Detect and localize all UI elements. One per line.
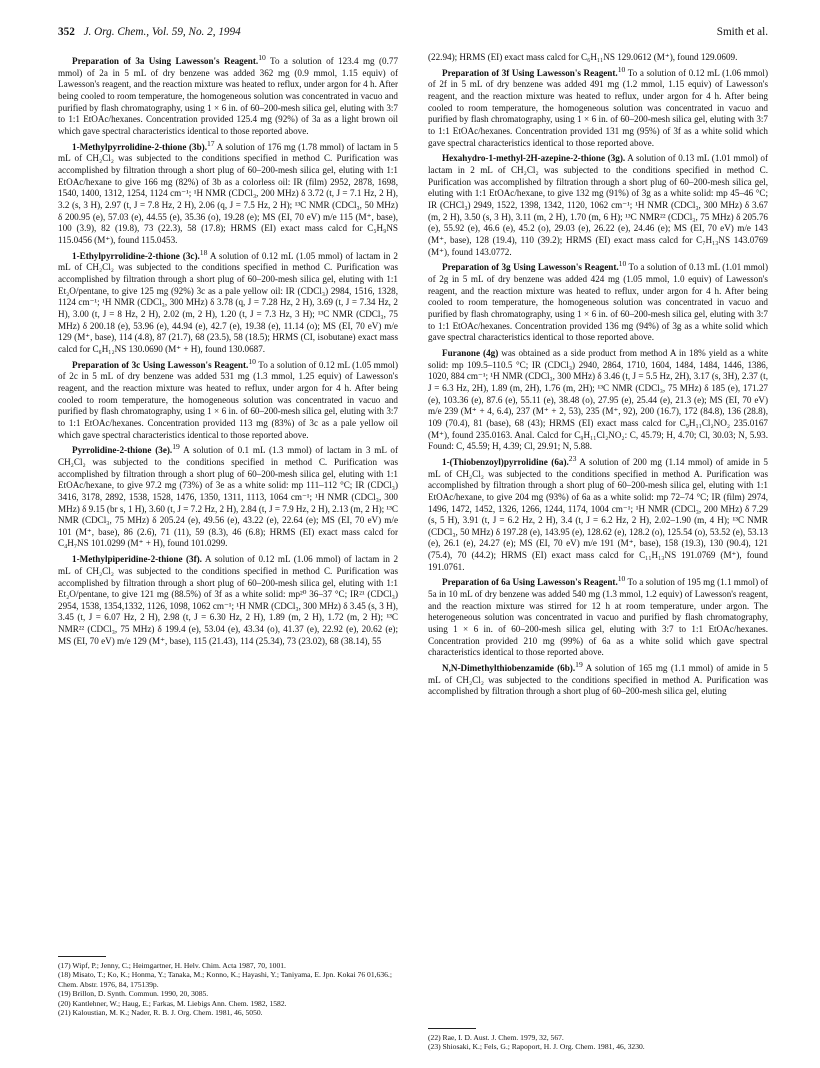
paragraph-text: A solution of 200 mg (1.14 mmol) of amide in 5 mL of CH₂Cl₂ was subjected to the conditions specified in method A. Purification was accomplished by filtration through a short plug of 60–200-mesh silica gel, eluting with 1:1 EtOAc/hexane, to give 204 mg (93%) of 6a as a white solid: mp 72–74 °C; IR (film) 2974, 1496, 1472, 1452, 1326, 1266, 1244, 1174, 1004 cm⁻¹; ¹H NMR (CDCl₃, 200 MHz) δ 7.29 (s, 5 H), 3.91 (t, J = 6.2 Hz, 2 H), 3.4 (t, J = 6.2 Hz, 2 H), 2.02–1.90 (m, 4 H); ¹³C NMR (CDCl₃, 50 MHz) δ 197.28 (e), 143.95 (e), 128.62 (e), 128.2 (o), 125.54 (o), 53.52 (e), 53.13 (e), 26.1 (e), 24.27 (e); MS (EI, 70 eV) m/e 191 (M⁺, base), 158 (19.3), 130 (90.4), 121 (75.4), 70 (44.2); HRMS (EI) exact mass calcd for C₁₁H₁₃NS 191.0769 (M⁺), found 191.0761. — [428, 456, 768, 572]
paragraph-title: Pyrrolidine-2-thione (3e). — [72, 445, 173, 456]
paragraph-text: A solution of 0.12 mL (1.06 mmol) of lactam in 2 mL of CH₂Cl₂ was subjected to the conditions specified in method C. Purification was accomplished by filtration through a short plug of 60–200-mesh silica gel, eluting with 1:1 Et₂O/pentane, to give 121 mg (88.5%) of 3f as a white solid: mp²⁰ 36–37 °C; IR²¹ (CDCl₃) 2954, 1538, 1354,1332, 1126, 1098, 1062 cm⁻¹; ¹H NMR (CDCl₃, 300 MHz) δ 3.45 (s, 3 H), 3.45 (t, J = 6.07 Hz, 2 H), 2.98 (t, J = 6.30 Hz, 2 H), 1.89 (m, 2 H), 1.72 (m, 2 H); ¹³C NMR²² (CDCl₃, 75 MHz) δ 199.4 (e), 53.04 (e), 43.34 (o), 41.37 (e), 22.92 (e), 20.62 (e); MS (EI, 70 eV) m/e 129 (M⁺, base), 115 (21.43), 114 (25.34), 73 (23.02), 68 (38.14), 55 — [58, 554, 399, 646]
left-column — [58, 52, 398, 647]
paragraph-text: To a solution of 0.13 mL (1.01 mmol) of 2g in 5 mL of dry benzene was added 424 mg (1.05 mmol, 1.0 equiv) of Lawesson's reagent, and the reaction mixture was heated to reflux, under argon for 4 h. After being cooled to room temperature, the homogeneous solution was concentrated in vacuo and purified by flash chromatography, using 1 × 6 in. of 60–200-mesh silica gel, eluting with 3:7 to 1:1 EtOAc/hexanes. Concentration provided 136 mg (94%) of 3g as a white solid which gave spectral characteristics identical to those reported above. — [428, 262, 768, 343]
paragraph-title: Furanone (4g) — [442, 347, 499, 358]
paragraph — [58, 441, 398, 550]
paragraph-title: 1-Methylpiperidine-2-thione (3f). — [72, 554, 202, 565]
paragraph — [428, 659, 768, 698]
paragraph-text: To a solution of 123.4 mg (0.77 mmol) of 2a in 5 mL of dry benzene was added 362 mg (0.9 mmol, 1.15 equiv) of Lawesson's reagent, and the reaction mixture was heated to reflux, under argon for 4 h. After being cooled to room temperature, the homogeneous solution was concentrated in vacuo and purified by flash chromatography, using 1 × 6 in. of 60–200-mesh silica gel, eluting with 3:7 to 1:1 EtOAc/hexanes. Concentration provided 125.4 mg (92%) of 3a as a light brown oil which gave spectral characteristics identical to those reported above. — [58, 56, 399, 136]
paragraph-text: A solution of 176 mg (1.78 mmol) of lactam in 5 mL of CH₂Cl₂ was subjected to the conditions specified in method C. Purification was accomplished by filtration through a short plug of 60–200-mesh silica gel, eluting with 1:1 EtOAc/hexane to give 166 mg (82%) of 3b as a colorless oil: IR (film) 2952, 2878, 1698, 1540, 1400, 1312, 1254, 1124 cm⁻¹; ¹H NMR (CDCl₃, 200 MHz) δ 3.72 (t, J = 7.1 Hz, 2 H), 3.2 (s, 3 H), 2.97 (t, J = 7.8 Hz, 2 H), 2.06 (q, J = 7.5 Hz, 2 H); ¹³C NMR (CDCl₃, 50 MHz) δ 200.95 (e), 57.03 (e), 44.55 (e), 35.36 (o), 19.28 (e); MS (EI, 70 eV) m/e 115 (M⁺, base), 100 (3.9), 82 (19.8), 73 (22.3), 58 (17.8); HRMS (EI) exact mass calcd for C₅H₉NS 115.0456 (M⁺), found 115.0453. — [58, 141, 398, 245]
page-number: 352 — [58, 26, 75, 38]
footnote: (23) Shiosaki, K.; Fels, G.; Rapoport, H. J. Org. Chem. 1981, 46, 3230. — [428, 1042, 645, 1052]
paragraph-continuation — [428, 52, 768, 64]
paragraph — [58, 550, 398, 647]
reference-mark: 10 — [248, 356, 256, 366]
paragraph — [428, 149, 768, 258]
reference-mark: 10 — [618, 259, 627, 269]
footnote: (18) Misato, T.; Ko, K.; Honma, Y.; Tanaka, M.; Konno, K.; Hayashi, Y.; Taniyama, E. Jpn. Kokai 76 01,636.; Chem. Abstr. 1976, 84, 175139p. — [58, 970, 392, 989]
left-footnotes — [58, 948, 398, 1017]
paragraph — [58, 52, 398, 138]
reference-mark: 23 — [568, 453, 577, 463]
paragraph — [428, 573, 768, 659]
paragraph-text: A solution of 165 mg (1.1 mmol) of amide in 5 mL of CH₂Cl₂ was subjected to the conditions specified in method A. Purification was accomplished by filtration through a short plug of 60–200-mesh silica gel, eluting — [428, 663, 768, 697]
paragraph-title: Hexahydro-1-methyl-2H-azepine-2-thione (3g). — [442, 153, 626, 164]
paragraph-text: To a solution of 0.12 mL (1.05 mmol) of 2c in 5 mL of dry benzene was added 531 mg (1.3 mmol, 1.25 equiv) of Lawesson's reagent, and the reaction mixture was heated to reflux, under argon for 4 h. After being cooled to room temperature, the homogeneous solution was concentrated in vacuo and purified by flash chromatography, using 1 × 6 in. of 60–200-mesh silica gel, eluting with 3:7 to 1:1 EtOAc/hexanes. Concentration provided 113 mg (83%) of 3c as a pale yellow oil which gave spectral characteristics identical to those reported above. — [58, 359, 398, 440]
footnote: (17) Wipf, P.; Jenny, C.; Heimgartner, H. Helv. Chim. Acta 1987, 70, 1001. — [58, 961, 286, 970]
reference-mark: 19 — [172, 442, 180, 452]
paragraph-text: was obtained as a side product from method A in 18% yield as a white solid: mp 109.5–110.5 °C; IR (CDCl₃) 2940, 2864, 1710, 1604, 1484, 1484, 1446, 1386, 1020, 884 cm⁻¹; ¹H NMR (CDCl₃, 300 MHz) δ 3.46 (t, J = 5.5 Hz, 2H), 3.17 (s, 3H), 2.37 (t, J = 6.3 Hz, 2H), 1.89 (m, 2H), 1.76 (m, 2H); ¹³C NMR (CDCl₃, 75 MHz) δ 185 (e), 171.27 (e), 103.36 (e), 87.6 (e), 55.11 (e), 38.48 (o), 27.95 (e), 25.44 (e), 21.3 (e); MS (EI, 70 eV) m/e 239 (M⁺ + 4, 6.4), 237 (M⁺ + 2, 53), 235 (M⁺, 92), 200 (16.7), 172 (84.8), 136 (28.8), 109 (70.4), 81 (base), 68 (43); HRMS (EI) exact mass calcd for C₉H₁₁Cl₂NO₂ 235.0167 (M⁺), found 235.0163. Anal. Calcd for C₉H₁₁Cl₂NO₂: C, 45.79; H, 4.70; Cl, 30.03; N, 5.93. Found: C, 45.59; H, 4.39; Cl, 29.91; N, 5.88. — [428, 347, 768, 452]
paragraph — [428, 64, 768, 150]
reference-mark: 17 — [206, 138, 215, 148]
paragraph-title: 1-Ethylpyrrolidine-2-thione (3c). — [72, 250, 200, 261]
paragraph-title: 1-(Thiobenzoyl)pyrrolidine (6a). — [442, 456, 569, 467]
paragraph-title: Preparation of 3c Using Lawesson's Reagent. — [72, 359, 249, 370]
paragraph — [428, 344, 768, 453]
paragraph-text: To a solution of 195 mg (1.1 mmol) of 5a in 10 mL of dry benzene was added 540 mg (1.3 mmol, 1.2 equiv) of Lawesson's reagent, and the reaction mixture was stirred for 12 h at room temperature, under argon. The heterogeneous solution was concentrated in vacuo and purified by flash chromatography, using 1 × 6 in. of 60–200-mesh silica gel, eluting with 3:7 to 1:1 EtOAc/hexanes. Concentration provided 210 mg (99%) of 6a as a white solid which gave spectral characteristics identical to those reported above. — [428, 577, 769, 658]
paragraph-text: A solution of 0.12 mL (1.05 mmol) of lactam in 2 mL of CH₂Cl₂ was subjected to the conditions specified in method C. Purification was accomplished by filtration through a short plug of 60–200-mesh silica gel, eluting with 1:1 Et₂O/pentane, to give 125 mg (92%) 3c as a pale yellow oil: IR (CDCl₃) 2984, 1516, 1328, 1124 cm⁻¹; ¹H NMR (CDCl₃, 300 MHz) δ 3.78 (q, J = 7.28 Hz, 2 H), 3.69 (t, J = 7.34 Hz, 2 H), 3.00 (t, J = 8 Hz, 2 H), 2.02 (m, 2 H), 1.20 (t, J = 7.3 Hz, 3 H); ¹³C NMR (CDCl₃, 75 MHz) δ 200.18 (e), 53.96 (e), 44.94 (e), 42.7 (e), 19.38 (e), 11.14 (o); MS (EI, 70 eV) m/e 129 (M⁺, base), 114 (4.8), 87 (21.7), 68 (23.5), 58 (18.5); HRMS (CI, isobutane) exact mass calcd for C₆H₁₂NS 130.0690 (M⁺ + H), found 130.0687. — [58, 250, 398, 354]
footnote-divider — [58, 956, 106, 957]
paragraph-text: A solution of 0.1 mL (1.3 mmol) of lactam in 3 mL of CH₂Cl₂ was subjected to the conditions specified in method C. Purification was accomplished by filtration through a short plug of 60–200-mesh silica gel, eluting with 1:1 EtOAc/hexane, to give 97.2 mg (73%) of 3e as a white solid: mp 111–112 °C; IR (CDCl₃) 3416, 3178, 2892, 1538, 1528, 1476, 1350, 1311, 1113, 1064 cm⁻¹; ¹H NMR (CDCl₃, 300 MHz) δ 9.15 (br s, 1 H), 3.60 (t, J = 7.2 Hz, 2 H), 2.84 (t, J = 7.9 Hz, 2 H), 2.13 (m, 2 H); ¹³C NMR (CDCl₃, 75 MHz) δ 205.24 (e), 49.56 (e), 43.22 (e), 22.64 (e); MS (EI, 70 eV) m/e 101 (M⁺, base), 86 (2.6), 71 (11), 59 (8.3), 46 (6.8); HRMS (EI) exact mass calcd for C₄H₇NS 101.0299 (M⁺ + H), found 101.0299. — [58, 445, 398, 549]
reference-mark: 10 — [617, 64, 626, 74]
footnote: (21) Kaloustian, M. K.; Nader, R. B. J. Org. Chem. 1981, 46, 5050. — [58, 1008, 263, 1018]
right-footnotes — [428, 1020, 768, 1052]
page-header — [58, 26, 768, 42]
paragraph-title: 1-Methylpyrrolidine-2-thione (3b). — [72, 141, 207, 152]
paragraph — [428, 258, 768, 344]
footnote: (19) Brillon, D. Synth. Commun. 1990, 20, 3085. — [58, 989, 209, 999]
paragraph-text: A solution of 0.13 mL (1.01 mmol) of lactam in 2 mL of CH₂Cl₂ was subjected to the conditions specified in method C. Purification was accomplished by filtration through a short plug of 60–200-mesh silica gel, eluting with 1:1 EtOAc/hexane, to give 132 mg (91%) of 3g as a white solid: mp 45–46 °C; IR (CHCl₃) 2949, 1522, 1398, 1342, 1120, 1062 cm⁻¹; ¹H NMR (CDCl₃, 300 MHz) δ 3.67 (m, 2 H), 3.50 (s, 3 H), 3.11 (m, 2 H), 1.70 (m, 6 H); ¹³C NMR²² (CDCl₃, 75 MHz) δ 205.76 (e), 55.92 (e), 46.6 (e), 45.2 (o), 29.03 (e), 26.22 (e), 24.46 (e); MS (EI, 70 eV) m/e 143 (M⁺, base), 128 (19.4), 110 (39.2); HRMS (EI) exact mass calcd for C₇H₁₃NS 143.0769 (M⁺), found 143.0772. — [428, 153, 768, 257]
paragraph-title: Preparation of 3a Using Lawesson's Reagent. — [72, 56, 259, 67]
footnote: (22) Rae, I. D. Aust. J. Chem. 1979, 32, 567. — [428, 1033, 564, 1042]
paragraph — [428, 453, 768, 574]
reference-mark: 19 — [575, 660, 583, 670]
paragraph-text: (22.94); HRMS (EI) exact mass calcd for C₆H₁₁NS 129.0612 (M⁺), found 129.0609. — [428, 52, 738, 62]
paragraph — [58, 356, 398, 442]
paragraph — [58, 247, 398, 356]
paragraph-text: To a solution of 0.12 mL (1.06 mmol) of 2f in 5 mL of dry benzene was added 491 mg (1.2 mmol, 1.15 equiv) of Lawesson's reagent, and the reaction mixture was heated to reflux, under argon for 4 h. After being cooled to room temperature, the homogeneous solution was concentrated in vacuo and purified by flash chromatography, using 1 × 6 in. of 60–200-mesh silica gel, eluting with 3:7 to 1:1 EtOAc/hexanes. Concentration provided 131 mg (95%) of 3f as a white solid which gave spectral characteristics identical to those reported above. — [428, 67, 768, 148]
footnote-divider — [428, 1028, 476, 1029]
right-column — [428, 52, 768, 698]
journal-citation: J. Org. Chem., Vol. 59, No. 2, 1994 — [83, 26, 241, 38]
paragraph — [58, 138, 398, 247]
paragraph-title: N,N-Dimethylthiobenzamide (6b). — [442, 663, 576, 674]
reference-mark: 10 — [617, 574, 626, 584]
running-authors: Smith et al. — [716, 26, 768, 38]
paragraph-title: Preparation of 6a Using Lawesson's Reagent. — [442, 577, 618, 588]
reference-mark: 18 — [199, 247, 208, 257]
paragraph-title: Preparation of 3f Using Lawesson's Reagent. — [442, 67, 618, 78]
reference-mark: 10 — [258, 53, 266, 62]
paragraph-title: Preparation of 3g Using Lawesson's Reagent. — [442, 262, 619, 273]
footnote: (20) Kantlehner, W.; Haug, E.; Farkas, M. Liebigs Ann. Chem. 1982, 1582. — [58, 998, 287, 1008]
